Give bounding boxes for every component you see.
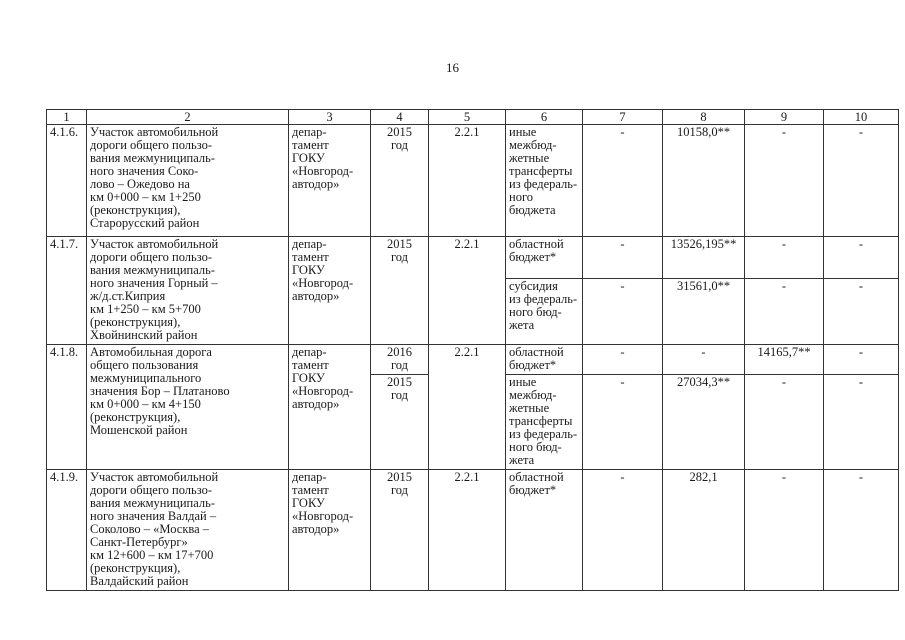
header-cell-4: 4 (371, 110, 429, 125)
cell-line: бюджет* (509, 483, 557, 497)
cell-line: депар- (292, 125, 327, 139)
cell-line: жета (509, 453, 535, 467)
header-cell-1: 1 (47, 110, 87, 125)
value-col-10: - (824, 237, 899, 279)
cell-line: депар- (292, 345, 327, 359)
cell-line: лово – Ожедово на (90, 177, 190, 191)
header-cell-3: 3 (289, 110, 371, 125)
cell-line: тамент (292, 483, 329, 497)
cell-line: тамент (292, 358, 329, 372)
cell-line: «Новгород- (292, 509, 354, 523)
cell-line: ж/д.ст.Киприя (90, 289, 166, 303)
cell-line: км 0+000 – км 1+250 (90, 190, 201, 204)
table-row (47, 345, 899, 375)
year (371, 237, 429, 345)
header-cell-9: 9 (745, 110, 824, 125)
cell-line: ного значения Соко- (90, 164, 199, 178)
cell-line: 2016 (387, 345, 412, 359)
row-number: 4.1.9. (47, 470, 87, 591)
executor (289, 237, 371, 345)
executor (289, 345, 371, 470)
value-col-7: - (583, 279, 663, 345)
cell-line: автодор» (292, 289, 340, 303)
cell-line: областной (509, 470, 564, 484)
cell-line: год (390, 250, 409, 264)
cell-line: (реконструкция), (90, 561, 181, 575)
cell-line: трансферты (509, 164, 573, 178)
target-indicator: 2.2.1 (429, 237, 506, 345)
cell-line: дороги общего пользо- (90, 483, 213, 497)
header-cell-6: 6 (506, 110, 583, 125)
header-cell-7: 7 (583, 110, 663, 125)
cell-line: межбюд- (509, 138, 557, 152)
cell-line: (реконструкция), (90, 410, 181, 424)
cell-line: ГОКУ (292, 263, 325, 277)
cell-line: 2015 (387, 125, 412, 139)
cell-line: вания межмуниципаль- (90, 151, 215, 165)
year (371, 345, 429, 375)
cell-line: депар- (292, 470, 327, 484)
value-col-9: - (745, 237, 824, 279)
cell-line: (реконструкция), (90, 315, 181, 329)
row-number: 4.1.7. (47, 237, 87, 345)
year (371, 375, 429, 470)
funding-source (506, 375, 583, 470)
page-number: 16 (446, 60, 459, 75)
cell-line: «Новгород- (292, 384, 354, 398)
cell-line: Санкт-Петербург» (90, 535, 188, 549)
cell-line: год (390, 483, 409, 497)
cell-line: трансферты (509, 414, 573, 428)
cell-line: год (390, 388, 409, 402)
cell-line: областной (509, 345, 564, 359)
cell-line: (реконструкция), (90, 203, 181, 217)
cell-line: автодор» (292, 177, 340, 191)
value-col-9: - (745, 279, 824, 345)
cell-line: Соколово – «Москва – (90, 522, 210, 536)
cell-line: км 12+600 – км 17+700 (90, 548, 214, 562)
cell-line: вания межмуниципаль- (90, 496, 215, 510)
header-cell-5: 5 (429, 110, 506, 125)
cell-line: жета (509, 318, 535, 333)
cell-line: межмуниципального (90, 371, 202, 385)
cell-line: ного значения Горный – (90, 276, 218, 290)
cell-line: из федераль- (509, 427, 578, 441)
value-col-7: - (583, 237, 663, 279)
cell-line: жетные (509, 401, 550, 415)
value-col-8: 27034,3** (663, 375, 745, 470)
value-col-10: - (824, 345, 899, 375)
target-indicator: 2.2.1 (429, 345, 506, 470)
cell-line: из федераль- (509, 177, 578, 191)
header-cell-2: 2 (87, 110, 289, 125)
funding-source (506, 237, 583, 279)
value-col-8: 282,1 (663, 470, 745, 591)
table-row (47, 470, 899, 591)
cell-line: год (390, 358, 409, 372)
row-number: 4.1.6. (47, 125, 87, 237)
cell-line: депар- (292, 237, 327, 251)
object-name (87, 470, 289, 591)
value-col-7: - (583, 345, 663, 375)
funding-source (506, 470, 583, 591)
executor (289, 470, 371, 591)
cell-line: ГОКУ (292, 496, 325, 510)
cell-line: бюджет* (509, 358, 557, 372)
year (371, 125, 429, 237)
value-col-10: - (824, 125, 899, 237)
object-name (87, 345, 289, 470)
target-indicator: 2.2.1 (429, 470, 506, 591)
cell-line: ного (509, 190, 534, 204)
target-indicator: 2.2.1 (429, 125, 506, 237)
cell-line: Участок автомобильной (90, 470, 219, 484)
cell-line: 2015 (387, 237, 412, 251)
cell-line: субсидия (509, 279, 558, 294)
cell-line: Участок автомобильной (90, 237, 219, 251)
cell-line: «Новгород- (292, 164, 354, 178)
cell-line: вания межмуниципаль- (90, 263, 215, 277)
cell-line: жетные (509, 151, 550, 165)
year (371, 470, 429, 591)
cell-line: Автомобильная дорога (90, 345, 212, 359)
cell-line: ГОКУ (292, 371, 325, 385)
cell-line: 2015 (387, 375, 412, 389)
funding-source (506, 345, 583, 375)
cell-line: автодор» (292, 397, 340, 411)
cell-line: из федераль- (509, 292, 578, 307)
cell-line: тамент (292, 250, 329, 264)
value-col-7: - (583, 375, 663, 470)
cell-line: автодор» (292, 522, 340, 536)
cell-line: ного бюд- (509, 440, 562, 454)
program-table (46, 109, 899, 591)
table-row (47, 237, 899, 279)
cell-line: общего пользования (90, 358, 199, 372)
value-col-8: - (663, 345, 745, 375)
value-col-8: 13526,195** (663, 237, 745, 279)
value-col-10: - (824, 470, 899, 591)
cell-line: иные (509, 125, 537, 139)
value-col-10: - (824, 279, 899, 345)
value-col-9: - (745, 375, 824, 470)
header-row (47, 110, 899, 125)
cell-line: год (390, 138, 409, 152)
cell-line: 2015 (387, 470, 412, 484)
object-name (87, 237, 289, 345)
row-number: 4.1.8. (47, 345, 87, 470)
cell-line: «Новгород- (292, 276, 354, 290)
cell-line: Мошенской район (90, 423, 188, 437)
cell-line: км 0+000 – км 4+150 (90, 397, 201, 411)
cell-line: областной (509, 237, 564, 251)
header-cell-8: 8 (663, 110, 745, 125)
table-body (47, 110, 899, 591)
value-col-9: - (745, 125, 824, 237)
cell-line: км 1+250 – км 5+700 (90, 302, 201, 316)
value-col-7: - (583, 470, 663, 591)
table-row (47, 125, 899, 237)
cell-line: Участок автомобильной (90, 125, 219, 139)
funding-source (506, 125, 583, 237)
cell-line: иные (509, 375, 537, 389)
cell-line: ГОКУ (292, 151, 325, 165)
value-col-8: 10158,0** (663, 125, 745, 237)
header-cell-10: 10 (824, 110, 899, 125)
cell-line: дороги общего пользо- (90, 138, 213, 152)
value-col-10: - (824, 375, 899, 470)
cell-line: межбюд- (509, 388, 557, 402)
cell-line: бюджета (509, 203, 556, 217)
value-col-9: - (745, 470, 824, 591)
cell-line: Старорусский район (90, 216, 200, 230)
value-col-8: 31561,0** (663, 279, 745, 345)
cell-line: Валдайский район (90, 574, 189, 588)
executor (289, 125, 371, 237)
cell-line: ного бюд- (509, 305, 562, 320)
cell-line: значения Бор – Платаново (90, 384, 230, 398)
value-col-7: - (583, 125, 663, 237)
funding-source (506, 279, 583, 345)
cell-line: тамент (292, 138, 329, 152)
cell-line: бюджет* (509, 250, 557, 264)
cell-line: дороги общего пользо- (90, 250, 213, 264)
value-col-9: 14165,7** (745, 345, 824, 375)
cell-line: Хвойнинский район (90, 328, 198, 342)
cell-line: ного значения Валдай – (90, 509, 217, 523)
object-name (87, 125, 289, 237)
